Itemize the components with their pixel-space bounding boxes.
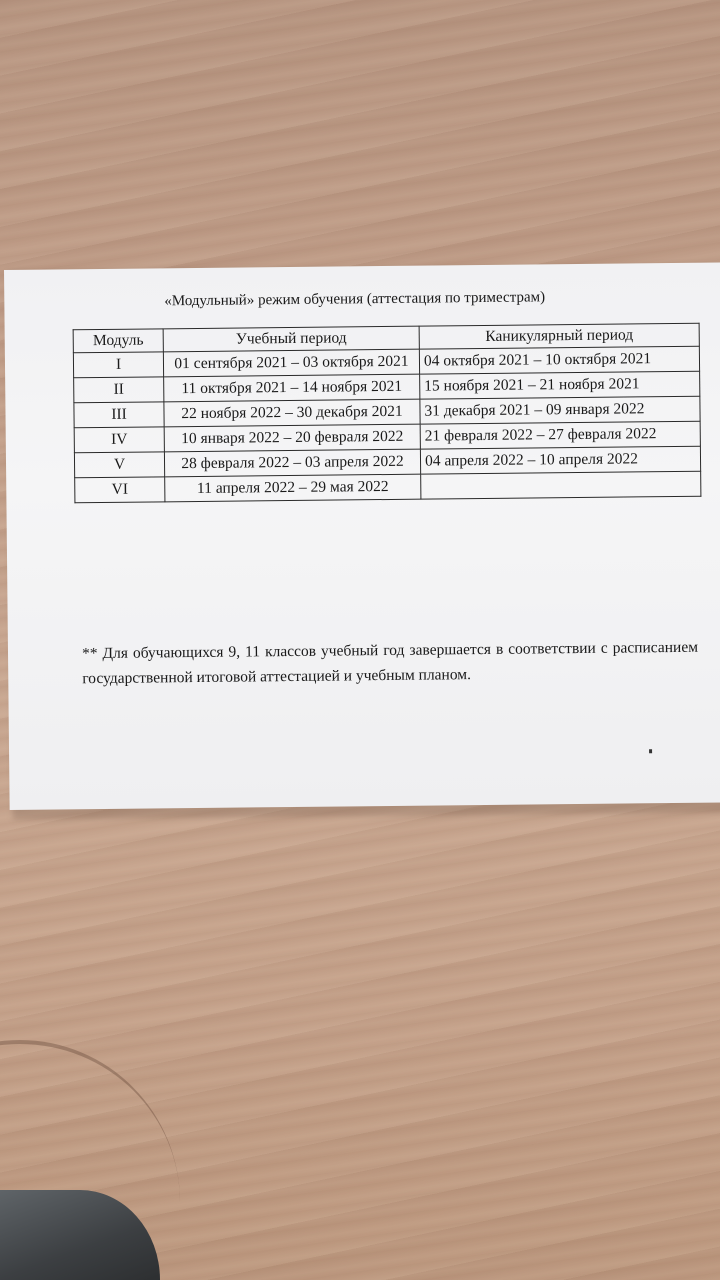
header-study-period: Учебный период: [163, 326, 419, 352]
module-cell: IV: [74, 427, 164, 453]
table-row: [75, 471, 701, 503]
study-period-cell: 22 ноября 2022 – 30 декабря 2021: [164, 399, 420, 427]
module-cell: VI: [75, 477, 165, 503]
schedule-table: [73, 323, 702, 504]
module-cell: III: [74, 402, 164, 428]
holiday-period-cell: 04 апреля 2022 – 10 апреля 2022: [420, 446, 700, 474]
module-cell: II: [74, 377, 164, 403]
document-title: «Модульный» режим обучения (аттестация по триместрам): [164, 289, 546, 310]
study-period-cell: 11 октября 2021 – 14 ноября 2021: [164, 374, 420, 402]
holiday-period-cell: [421, 471, 701, 499]
footnote: ** Для обучающихся 9, 11 классов учебный год завершается в соответствии с расписанием государственной итоговой аттестацией и учебным планом.: [81, 638, 699, 688]
study-period-cell: 28 февраля 2022 – 03 апреля 2022: [164, 449, 420, 477]
header-holiday-period: Каникулярный период: [419, 323, 699, 349]
holiday-period-cell: 31 декабря 2021 – 09 января 2022: [420, 396, 700, 424]
module-cell: V: [74, 452, 164, 478]
study-period-cell: 11 апреля 2022 – 29 мая 2022: [165, 474, 421, 502]
holiday-period-cell: 21 февраля 2022 – 27 февраля 2022: [420, 421, 700, 449]
ink-speck: [649, 749, 652, 753]
holiday-period-cell: 04 октября 2021 – 10 октября 2021: [419, 346, 699, 374]
holiday-period-cell: 15 ноября 2021 – 21 ноября 2021: [420, 371, 700, 399]
study-period-cell: 01 сентября 2021 – 03 октября 2021: [163, 349, 419, 377]
paper-sheet: [4, 262, 720, 810]
header-module: Модуль: [73, 329, 163, 353]
module-cell: I: [73, 352, 163, 378]
study-period-cell: 10 января 2022 – 20 февраля 2022: [164, 424, 420, 452]
